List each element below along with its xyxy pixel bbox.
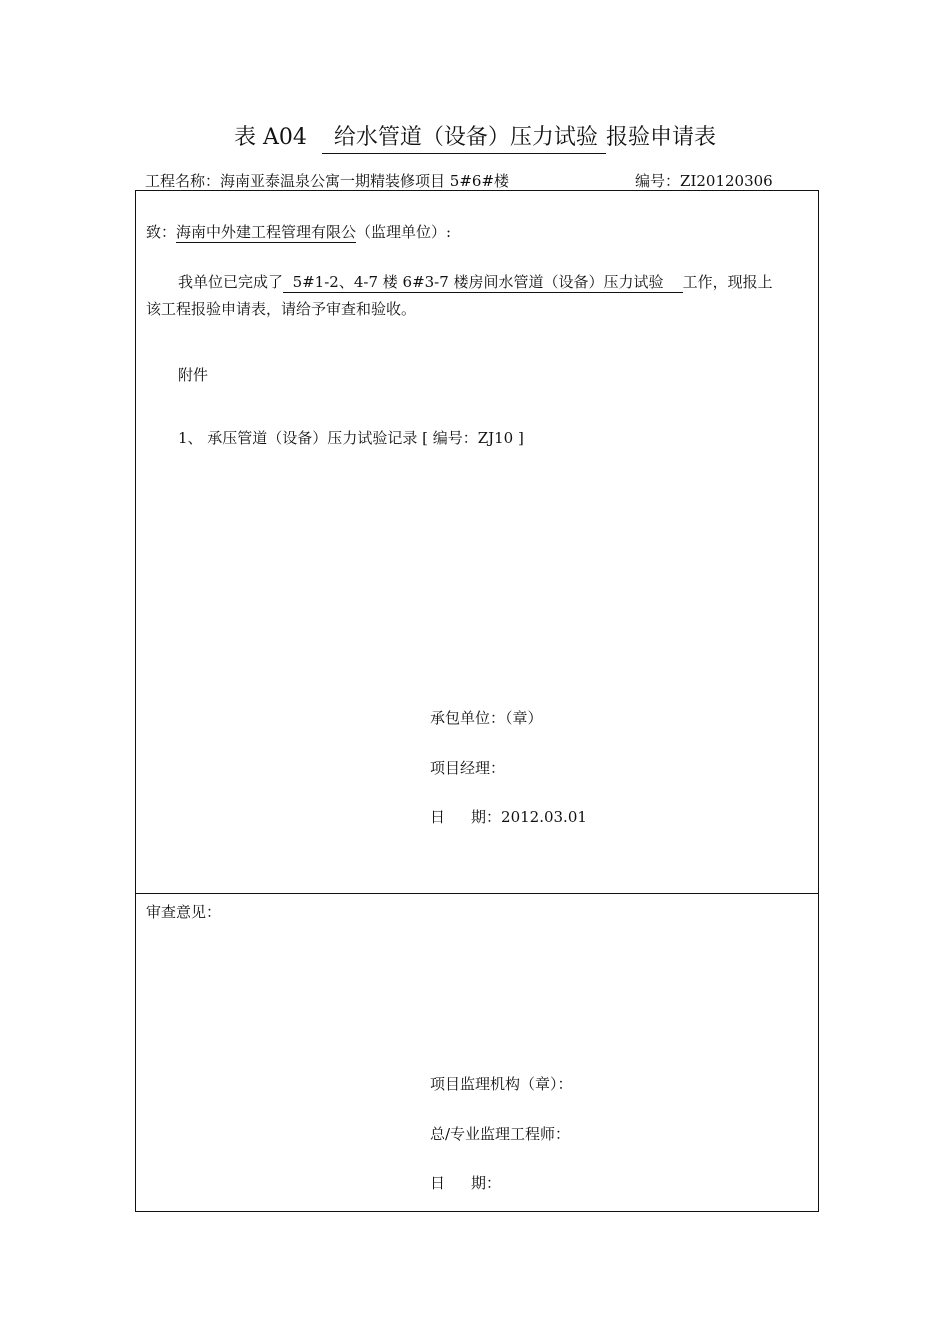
review-date-label-b: 期： bbox=[471, 1174, 502, 1192]
number-value: ZI20120306 bbox=[680, 172, 773, 190]
body-line-1 bbox=[178, 271, 773, 292]
body-suffix: 工作，现报上 bbox=[682, 273, 773, 291]
supervision-agency-label: 项目监理机构（章）： bbox=[430, 1075, 573, 1093]
project-label: 工程名称： bbox=[145, 172, 221, 190]
review-date-label-a: 日 bbox=[430, 1174, 446, 1192]
form-number-line bbox=[635, 170, 773, 191]
date-label-b: 期： bbox=[471, 808, 502, 826]
manager-label: 项目经理： bbox=[430, 759, 506, 777]
section-divider bbox=[136, 893, 818, 894]
recipient-line bbox=[146, 221, 451, 242]
application-date-line bbox=[430, 806, 587, 827]
title-subject: 给水管道（设备）压力试验 bbox=[322, 120, 606, 154]
recipient-name: 海南中外建工程管理有限公 bbox=[176, 223, 357, 241]
title-suffix: 报验申请表 bbox=[605, 125, 716, 150]
attachments-label: 附件 bbox=[178, 366, 209, 384]
form-table bbox=[135, 190, 819, 1212]
review-opinion-label: 审查意见： bbox=[146, 903, 222, 921]
completed-work: 5#1-2、4-7 楼 6#3-7 楼房间水管道（设备）压力试验 bbox=[283, 273, 683, 293]
body-line-2: 该工程报验申请表，请给予审查和验收。 bbox=[146, 300, 417, 318]
review-date-line bbox=[430, 1172, 501, 1193]
title-prefix: 表 A04 bbox=[234, 125, 307, 150]
project-name-line bbox=[145, 170, 509, 191]
form-title bbox=[0, 120, 950, 154]
supervising-engineer-label: 总/专业监理工程师： bbox=[430, 1125, 571, 1143]
project-name: 海南亚泰温泉公寓一期精装修项目 5#6#楼 bbox=[220, 172, 510, 190]
attachment-item-1: 1、 承压管道（设备）压力试验记录 [ 编号：ZJ10 ] bbox=[178, 429, 524, 447]
date-label-a: 日 bbox=[430, 808, 446, 826]
number-label: 编号： bbox=[635, 172, 681, 190]
to-label: 致： bbox=[146, 223, 177, 241]
date-value: 2012.03.01 bbox=[501, 808, 587, 826]
contractor-label: 承包单位：（章） bbox=[430, 709, 543, 727]
body-prefix: 我单位已完成了 bbox=[178, 273, 284, 291]
recipient-suffix: （监理单位）: bbox=[356, 223, 452, 241]
